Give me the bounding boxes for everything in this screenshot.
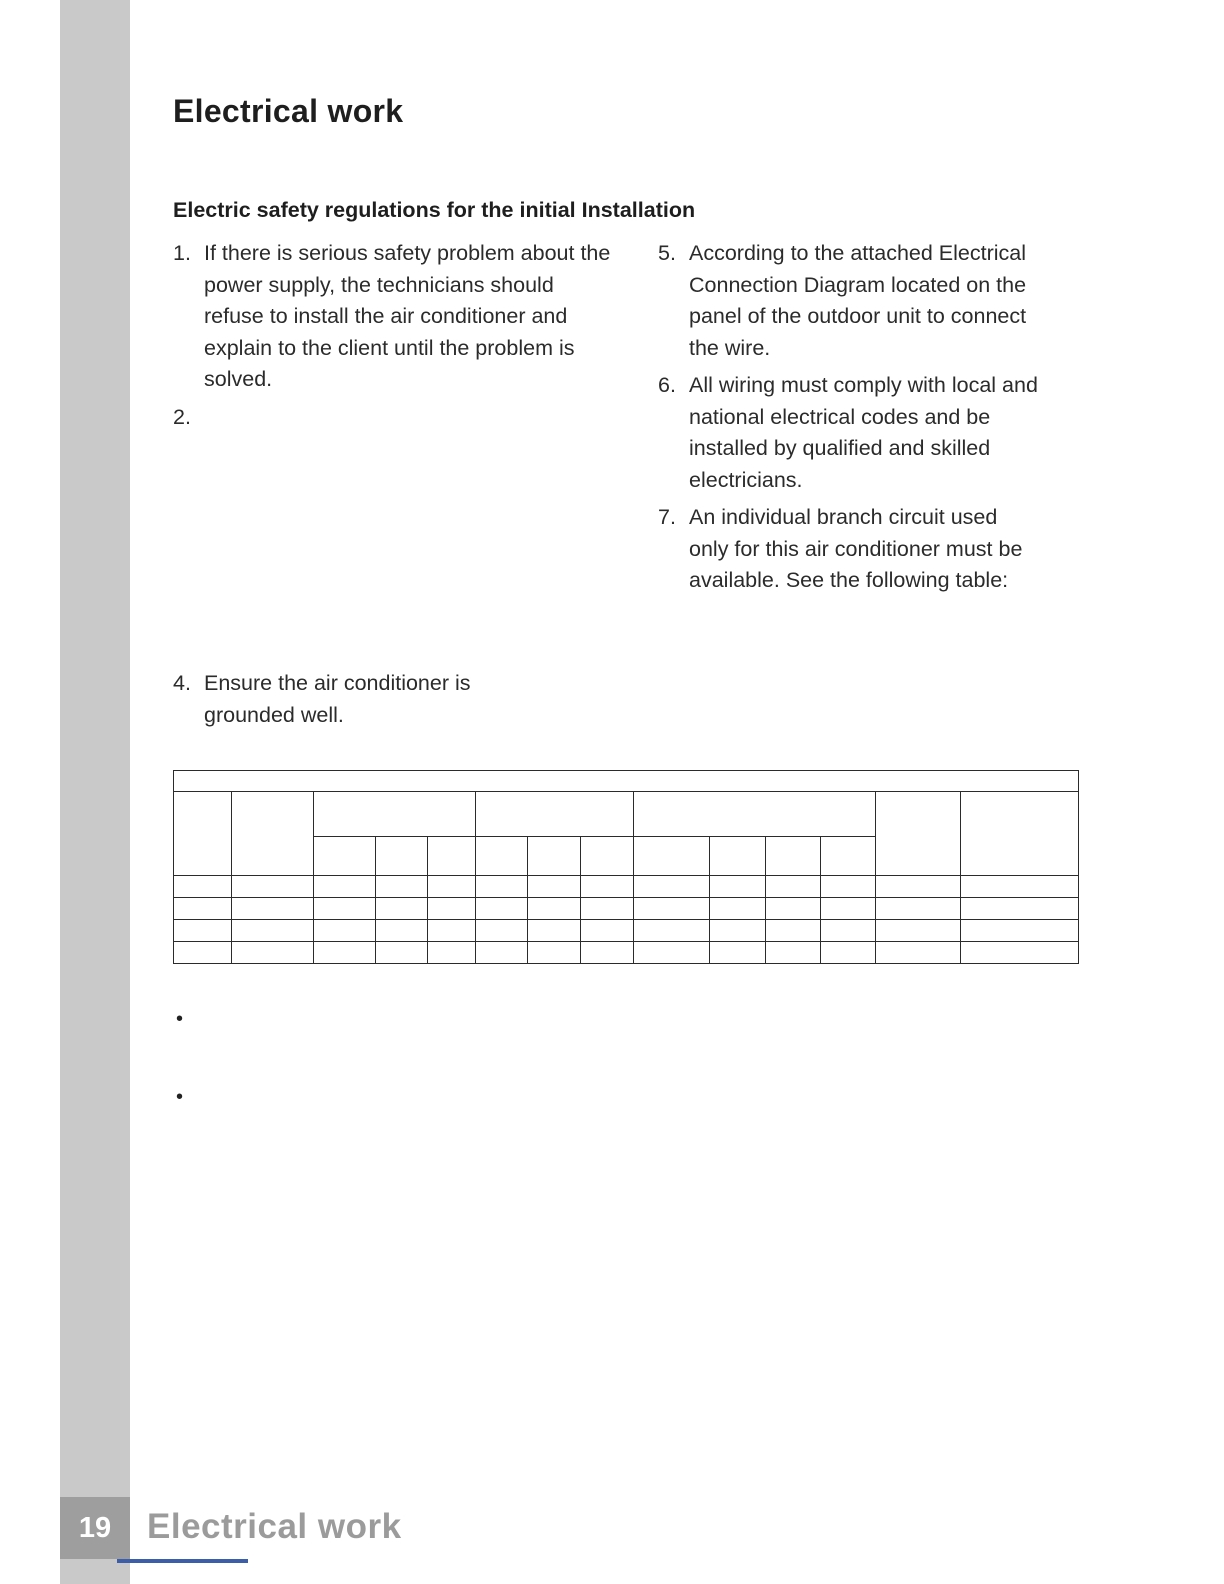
table-cell xyxy=(232,876,314,898)
table-cell xyxy=(528,942,581,964)
list-item-number: 1. xyxy=(173,241,191,265)
table-cell xyxy=(821,920,876,942)
table-cell xyxy=(232,898,314,920)
bullet-item xyxy=(176,1086,183,1109)
table-cell xyxy=(634,837,710,876)
table-cell xyxy=(476,920,528,942)
list-item xyxy=(658,370,1041,496)
table-cell xyxy=(821,876,876,898)
table-cell xyxy=(314,837,376,876)
page-number-badge xyxy=(60,1497,130,1559)
list-item-number: 2. xyxy=(173,404,191,429)
table-cell xyxy=(428,837,476,876)
list-item xyxy=(173,402,645,434)
table-cell xyxy=(961,920,1079,942)
table-cell xyxy=(766,898,821,920)
table-cell xyxy=(428,898,476,920)
table-cell xyxy=(174,942,232,964)
table-cell xyxy=(821,898,876,920)
list-item-number: 7. xyxy=(658,505,676,529)
table-cell xyxy=(314,920,376,942)
table-cell xyxy=(581,942,634,964)
table-header-row xyxy=(174,771,1079,792)
list-item-text: If there is serious safety problem about the power supply, the technicians should refuse to install the air conditioner and explain to the client until the problem is solved. xyxy=(204,241,611,391)
table-cell xyxy=(876,792,961,876)
table-cell xyxy=(376,942,428,964)
list-item-text: An individual branch circuit used only for this air conditioner must be available. See the following table: xyxy=(689,505,1023,592)
table-cell xyxy=(174,920,232,942)
table-cell xyxy=(634,792,876,837)
table-cell xyxy=(232,942,314,964)
table-cell xyxy=(428,876,476,898)
table-cell xyxy=(961,792,1079,876)
table-cell xyxy=(528,837,581,876)
table-row xyxy=(174,920,1079,942)
table-cell xyxy=(766,920,821,942)
table-cell xyxy=(710,837,766,876)
numbered-list-columns xyxy=(173,238,1083,603)
table-cell xyxy=(428,942,476,964)
table-cell xyxy=(634,920,710,942)
table-row xyxy=(174,942,1079,964)
table-cell xyxy=(821,942,876,964)
table-row xyxy=(174,876,1079,898)
list-column-left xyxy=(173,238,645,603)
table-cell xyxy=(476,898,528,920)
table-cell xyxy=(232,792,314,876)
table-cell xyxy=(476,837,528,876)
list-item-number: 5. xyxy=(658,241,676,265)
bullet-item xyxy=(176,1008,183,1031)
table-cell xyxy=(314,792,476,837)
table-cell xyxy=(174,771,1079,792)
list-item-text: According to the attached Electrical Connection Diagram located on the panel of the outdoor unit to connect the wire. xyxy=(689,241,1027,360)
table-row xyxy=(174,898,1079,920)
table-cell xyxy=(710,876,766,898)
table-cell xyxy=(710,942,766,964)
table-cell xyxy=(376,876,428,898)
footer-section-label: Electrical work xyxy=(147,1507,402,1546)
bullet-marker: • xyxy=(176,1086,184,1108)
page-number: 19 xyxy=(78,1511,112,1544)
list-item-text xyxy=(204,402,614,434)
table-cell xyxy=(961,942,1079,964)
table-cell xyxy=(766,876,821,898)
spec-table xyxy=(173,770,1079,964)
table-cell xyxy=(876,920,961,942)
table-cell xyxy=(961,876,1079,898)
table-cell xyxy=(876,898,961,920)
table-cell xyxy=(428,920,476,942)
table-cell xyxy=(174,898,232,920)
bullet-marker: • xyxy=(176,1008,184,1030)
list-item-text: All wiring must comply with local and national electrical codes and be installed by qualified and skilled electricians. xyxy=(689,373,1038,492)
table-cell xyxy=(876,876,961,898)
table-cell xyxy=(961,898,1079,920)
table-cell xyxy=(528,920,581,942)
table-cell xyxy=(476,942,528,964)
table-cell xyxy=(876,942,961,964)
table-cell xyxy=(528,898,581,920)
table-cell xyxy=(528,876,581,898)
list-item-text: Ensure the air conditioner is grounded well. xyxy=(204,671,471,727)
table-cell xyxy=(376,920,428,942)
list-column-right xyxy=(658,238,1041,603)
table-cell xyxy=(314,876,376,898)
table-cell xyxy=(174,792,232,876)
list-item xyxy=(173,668,553,731)
section-heading: Electric safety regulations for the initial Installation xyxy=(173,198,696,222)
list-item-number: 6. xyxy=(658,373,676,397)
table-cell xyxy=(476,792,634,837)
table-cell xyxy=(581,876,634,898)
table-cell xyxy=(581,898,634,920)
table-header-row xyxy=(174,792,1079,837)
table-cell xyxy=(710,920,766,942)
page-title: Electrical work xyxy=(173,93,404,129)
table-cell xyxy=(376,837,428,876)
list-item xyxy=(173,238,645,396)
table-cell xyxy=(581,837,634,876)
table-cell xyxy=(634,876,710,898)
table-cell xyxy=(766,837,821,876)
list-item xyxy=(658,238,1041,364)
table-cell xyxy=(634,942,710,964)
table-cell xyxy=(314,942,376,964)
table-cell xyxy=(581,920,634,942)
table-cell xyxy=(314,898,376,920)
table-cell xyxy=(376,898,428,920)
table-cell xyxy=(634,898,710,920)
table-cell xyxy=(821,837,876,876)
list-item-number: 4. xyxy=(173,671,191,695)
table-cell xyxy=(174,876,232,898)
sidebar-bar xyxy=(60,0,130,1584)
table-cell xyxy=(232,920,314,942)
list-item xyxy=(658,502,1041,597)
table-cell xyxy=(766,942,821,964)
table-cell xyxy=(710,898,766,920)
table-cell xyxy=(476,876,528,898)
footer-accent-line xyxy=(117,1559,248,1563)
